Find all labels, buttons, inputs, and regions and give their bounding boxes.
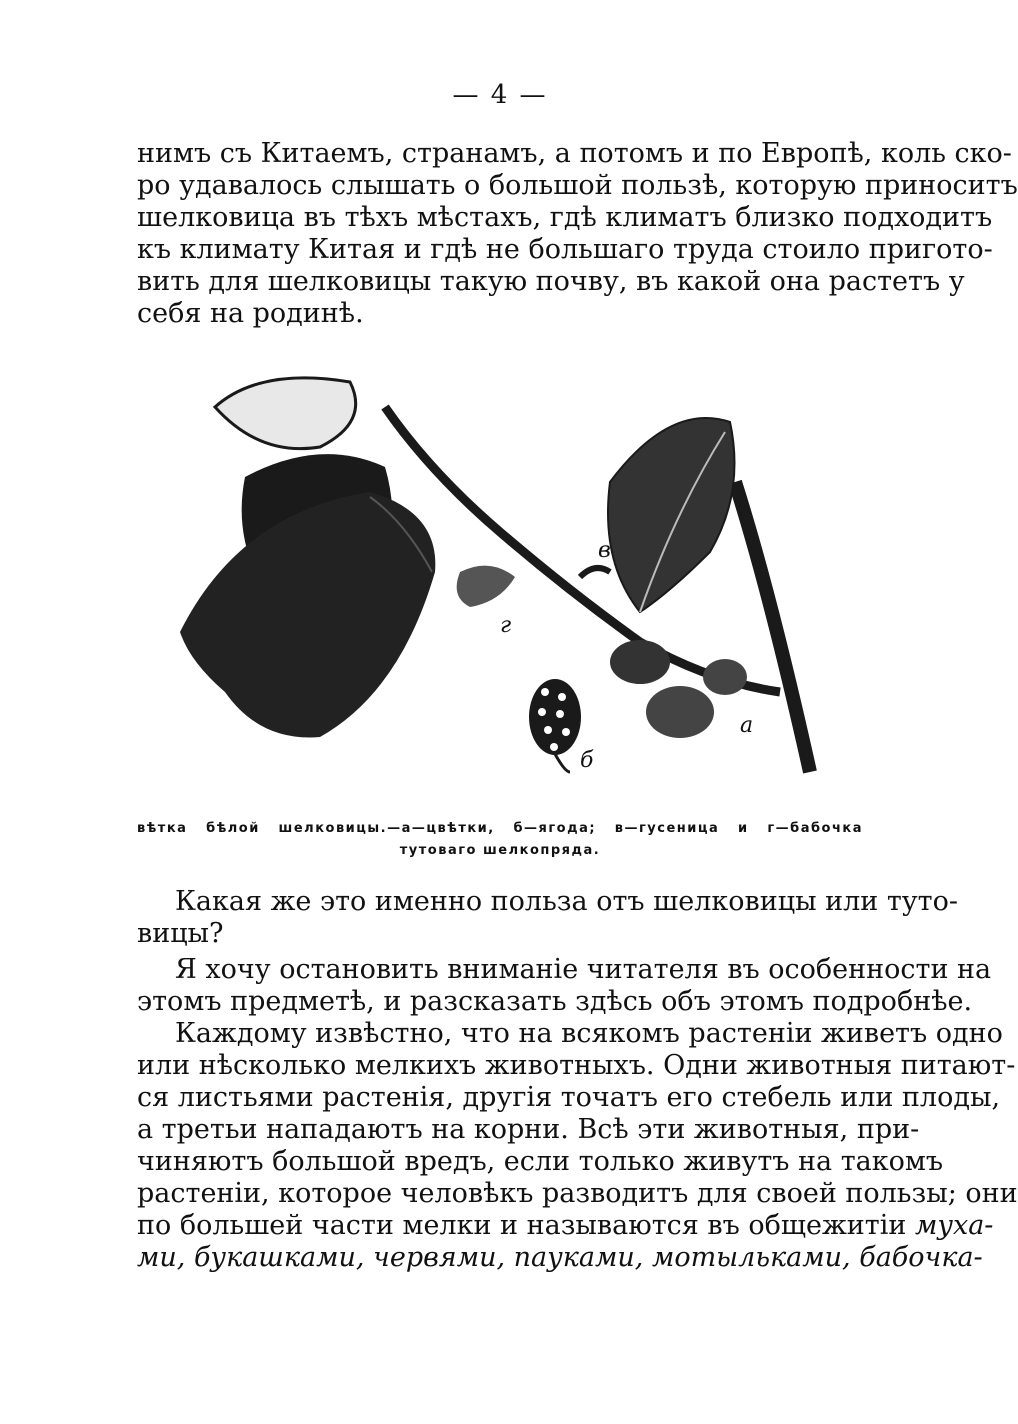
catkin-icon [703, 659, 747, 695]
paragraph-question [137, 886, 958, 950]
text-line: ся листьями растенія, другія точатъ его стебель или плоды, [137, 1082, 1001, 1113]
text-line: шелковица въ тѣхъ мѣстахъ, гдѣ климатъ близко подходитъ [137, 202, 993, 233]
moth-icon [457, 566, 515, 607]
text-line: или нѣсколько мелкихъ животныхъ. Одни животныя питают- [137, 1050, 1016, 1081]
paragraph-intro [137, 138, 1018, 330]
text-line: этомъ предметѣ, и разсказать здѣсь объ этомъ подробнѣе. [137, 986, 973, 1017]
figure-label-b: б [580, 748, 594, 773]
page-number: — 4 — [452, 80, 548, 110]
caption-line: тутоваго шелкопряда. [399, 843, 601, 858]
text-line: Я хочу остановить вниманіе читателя въ особенности на [175, 954, 992, 985]
text-line: ми, букашками, червями, пауками, мотыльками, бабочка- [137, 1242, 983, 1273]
text-line: ро удавалось слышать о большой пользѣ, которую приноситъ [137, 170, 1018, 201]
catkin-icon [610, 640, 670, 684]
text-line: вить для шелковицы такую почву, въ какой она растетъ у [137, 266, 965, 297]
text-line: вицы? [137, 918, 224, 949]
text-line: нимъ съ Китаемъ, странамъ, а потомъ и по Европѣ, коль ско- [137, 138, 1012, 169]
caption-line: вѣтка бѣлой шелковицы.—а—цвѣтки, б—ягода; в—гусеница и г—бабочка [137, 821, 863, 836]
paragraph-pests [137, 1018, 1018, 1274]
text-line [137, 1210, 994, 1242]
caterpillar-icon [580, 568, 610, 577]
text-italic: муха- [914, 1210, 994, 1241]
figure-caption [137, 818, 863, 862]
text-plain: по большей части мелки и называются въ общежитіи [137, 1210, 915, 1241]
text-line: растеніи, которое человѣкъ разводитъ для своей пользы; они [137, 1178, 1018, 1209]
figure-label-a: а [740, 713, 754, 738]
catkin-icon [646, 686, 714, 738]
figure-label-g: г [500, 613, 512, 638]
text-line: Какая же это именно польза отъ шелковицы или туто- [175, 886, 958, 917]
text-line: себя на родинѣ. [137, 298, 364, 329]
leaf-large [180, 492, 435, 737]
mulberry-branch-illustration [170, 362, 830, 802]
text-line: къ климату Китая и гдѣ не большаго труда стоило пригото- [137, 234, 993, 265]
text-line: Каждому извѣстно, что на всякомъ растеніи живетъ одно [175, 1018, 1003, 1049]
paragraph-intent [137, 954, 992, 1018]
text-line: а третьи нападаютъ на корни. Всѣ эти животныя, при- [137, 1114, 920, 1145]
leaf-pale [215, 378, 356, 449]
figure-label-v: в [598, 538, 611, 563]
text-line: чиняютъ большой вредъ, если только живутъ на такомъ [137, 1146, 944, 1177]
